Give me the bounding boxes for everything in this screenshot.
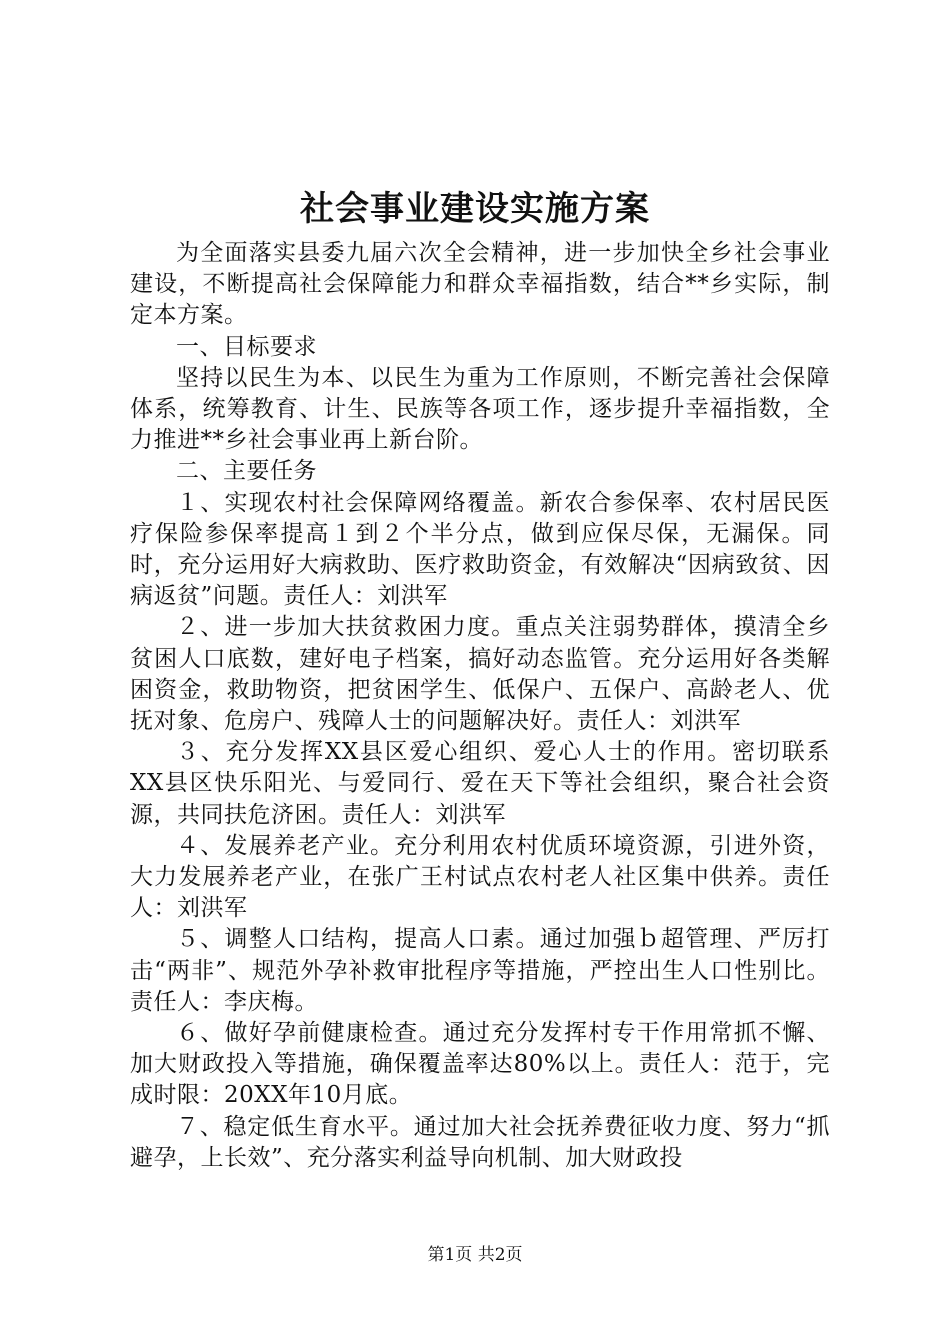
document-title: 社会事业建设实施方案 xyxy=(300,189,650,229)
paragraph-task-1: １、实现农村社会保障网络覆盖。新农合参保率、农村居民医疗保险参保率提高１到２个半分点，做到应保尽保，无漏保。同时，充分运用好大病救助、医疗救助资金，有效解决“因病致贫、因病返贫”问题。责任人：刘洪军 xyxy=(130,489,830,610)
page-footer: 第1页 共2页 xyxy=(427,1245,523,1265)
paragraph-task-5: ５、调整人口结构，提高人口素。通过加强ｂ超管理、严厉打击“两非”、规范外孕补救审批程序等措施，严控出生人口性别比。责任人：李庆梅。 xyxy=(130,926,830,1015)
paragraph-goals: 坚持以民生为本、以民生为重为工作原则，不断完善社会保障体系，统筹教育、计生、民族等各项工作，逐步提升幸福指数，全力推进**乡社会事业再上新台阶。 xyxy=(130,364,830,454)
paragraph-task-3: ３、充分发挥XX县区爱心组织、爱心人士的作用。密切联系XX县区快乐阳光、与爱同行、爱在天下等社会组织，聚合社会资源，共同扶危济困。责任人：刘洪军 xyxy=(130,739,830,828)
document-body xyxy=(130,238,830,1174)
section-heading-tasks: 二、主要任务 xyxy=(176,458,317,485)
paragraph-intro: 为全面落实县委九届六次全会精神，进一步加快全乡社会事业建设，不断提高社会保障能力和群众幸福指数，结合**乡实际，制定本方案。 xyxy=(130,240,830,329)
paragraph-task-4: ４、发展养老产业。充分利用农村优质环境资源，引进外资，大力发展养老产业，在张广王村试点农村老人社区集中供养。责任人：刘洪军 xyxy=(130,832,830,922)
section-heading-goals: 一、目标要求 xyxy=(176,333,317,360)
paragraph-task-6: ６、做好孕前健康检查。通过充分发挥村专干作用常抓不懈、加大财政投入等措施，确保覆盖率达80%以上。责任人：范于，完成时限：20XX年10月底。 xyxy=(130,1020,830,1109)
paragraph-task-2: ２、进一步加大扶贫救困力度。重点关注弱势群体，摸清全乡贫困人口底数，建好电子档案，搞好动态监管。充分运用好各类解困资金，救助物资，把贫困学生、低保户、五保户、高龄老人、优抚对象、危房户、残障人士的问题解决好。责任人：刘洪军 xyxy=(130,614,830,735)
paragraph-task-7: ７、稳定低生育水平。通过加大社会抚养费征收力度、努力“抓避孕，上长效”、充分落实利益导向机制、加大财政投 xyxy=(130,1113,830,1171)
